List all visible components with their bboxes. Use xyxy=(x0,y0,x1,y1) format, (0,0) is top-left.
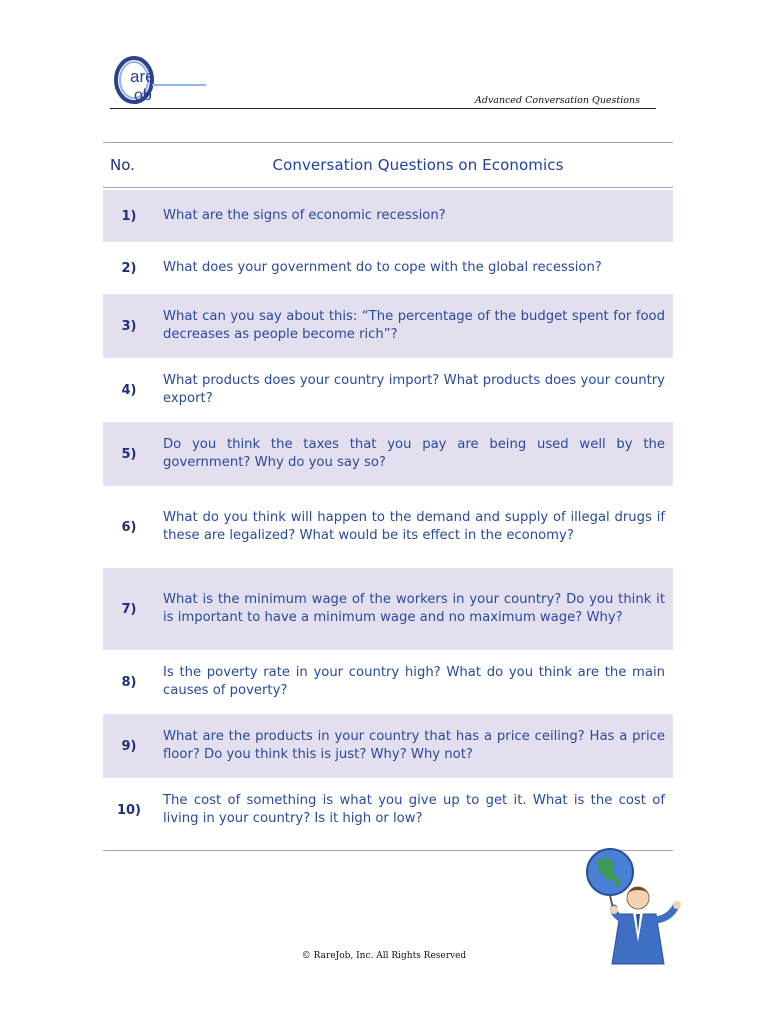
table-row xyxy=(103,486,673,568)
table-row xyxy=(103,714,673,778)
table-row xyxy=(103,294,673,358)
question-text: What are the products in your country that has a price ceiling? Has a price floor? Do you think this is just? Why? Why not? xyxy=(163,729,665,762)
question-number: 6) xyxy=(121,519,137,535)
questions-table xyxy=(103,142,673,851)
question-number: 1) xyxy=(121,208,137,224)
table-row xyxy=(103,190,673,242)
svg-text:are: are xyxy=(130,67,155,86)
question-text: What is the minimum wage of the workers in your country? Do you think it is important to have a minimum wage and no maximum wage? Why? xyxy=(163,592,665,625)
table-row xyxy=(103,358,673,422)
table-row xyxy=(103,650,673,714)
header-rule xyxy=(110,108,656,109)
rarejob-logo xyxy=(112,54,212,106)
document-title: Advanced Conversation Questions xyxy=(475,95,640,106)
question-text: The cost of something is what you give up to get it. What is the cost of living in your country? Is it high or low? xyxy=(163,793,665,826)
question-number: 9) xyxy=(121,738,137,754)
question-number: 7) xyxy=(121,601,137,617)
question-number: 8) xyxy=(121,674,137,690)
question-text: What can you say about this: “The percentage of the budget spent for food decreases as people become rich”? xyxy=(163,309,665,342)
question-number: 2) xyxy=(121,260,137,276)
businessman-globe-illustration xyxy=(576,842,696,972)
question-number: 4) xyxy=(121,382,137,398)
question-text: What are the signs of economic recession? xyxy=(163,208,446,223)
question-text: What does your government do to cope with the global recession? xyxy=(163,260,602,275)
table-row xyxy=(103,242,673,294)
question-number: 5) xyxy=(121,446,137,462)
question-text: What products does your country import? What products does your country export? xyxy=(163,373,665,406)
table-header xyxy=(103,142,673,188)
question-text: What do you think will happen to the demand and supply of illegal drugs if these are legalized? What would be its effect in the economy? xyxy=(163,510,665,543)
question-text: Do you think the taxes that you pay are being used well by the government? Why do you say so? xyxy=(163,437,665,470)
svg-text:ob: ob xyxy=(134,87,152,104)
question-list xyxy=(103,190,673,842)
question-number: 3) xyxy=(121,318,137,334)
table-title: Conversation Questions on Economics xyxy=(272,156,564,174)
column-header-no: No. xyxy=(110,156,135,174)
question-text: Is the poverty rate in your country high? What do you think are the main causes of poverty? xyxy=(163,665,665,698)
table-row xyxy=(103,568,673,650)
table-row xyxy=(103,422,673,486)
question-number: 10) xyxy=(116,802,142,818)
table-row xyxy=(103,778,673,842)
copyright-footer: © RareJob, Inc. All Rights Reserved xyxy=(301,951,467,961)
